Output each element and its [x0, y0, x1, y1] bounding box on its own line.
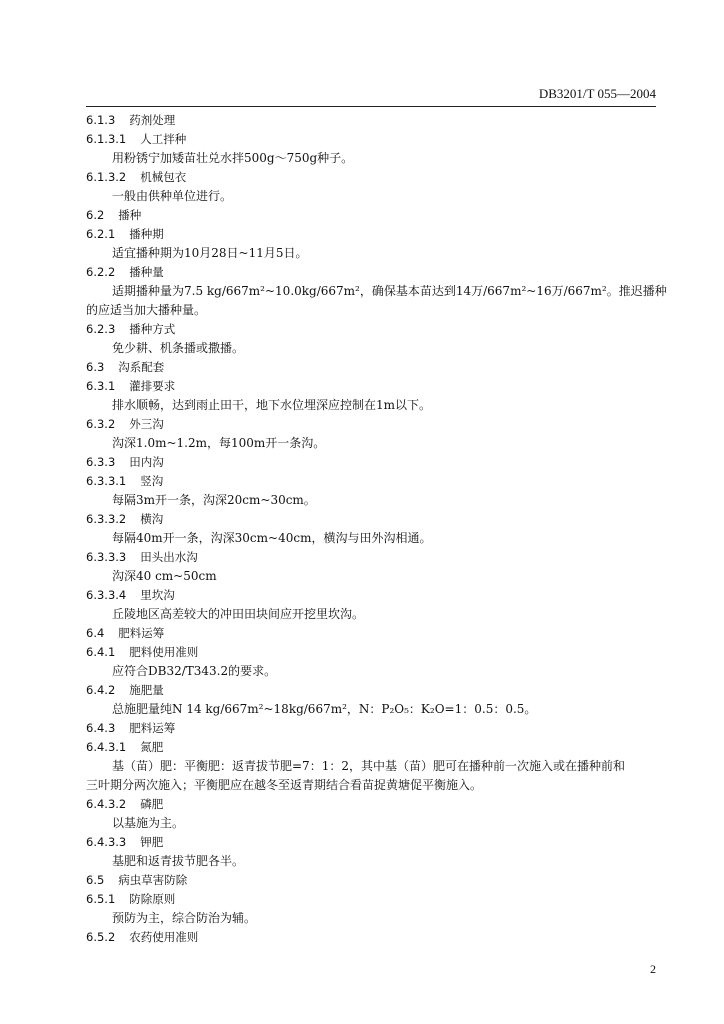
- paragraph-line: 沟深1.0m~1.2m，每100m开一条沟。: [112, 436, 326, 450]
- section-title: 播种量: [129, 265, 164, 279]
- section-title: 田头出水沟: [140, 550, 198, 564]
- section-heading: [86, 738, 660, 757]
- section-number: 6.1.3.2: [86, 170, 127, 184]
- document-code: DB3201/T 055—2004: [538, 86, 656, 101]
- section-heading: [86, 890, 660, 909]
- section-heading: [86, 358, 660, 377]
- section-number: 6.3.2: [86, 417, 116, 431]
- section-number: 6.4.2: [86, 683, 116, 697]
- section-number: 6.5.1: [86, 892, 116, 906]
- paragraph-line: 排水顺畅，达到雨止田干，地下水位埋深应控制在1m以下。: [112, 398, 432, 412]
- section-number: 6.5: [86, 873, 105, 887]
- section-number: 6.2.1: [86, 227, 116, 241]
- paragraph-line: 每隔3m开一条，沟深20cm~30cm。: [112, 493, 316, 507]
- section-heading: [86, 624, 660, 643]
- section-title: 肥料运筹: [129, 721, 176, 735]
- section-heading: [86, 453, 660, 472]
- section-heading: [86, 415, 660, 434]
- section-title: 防除原则: [129, 892, 176, 906]
- section-heading: [86, 586, 660, 605]
- section-title: 农药使用准则: [129, 930, 199, 944]
- section-title: 施肥量: [129, 683, 164, 697]
- section-title: 里坎沟: [140, 588, 175, 602]
- section-number: 6.4.3: [86, 721, 116, 735]
- paragraph-line: 每隔40m开一条，沟深30cm~40cm，横沟与田外沟相通。: [112, 531, 432, 545]
- section-title: 人工拌种: [140, 132, 187, 146]
- section-title: 肥料使用准则: [129, 645, 199, 659]
- section-number: 6.4.3.2: [86, 797, 127, 811]
- section-heading: [86, 225, 660, 244]
- paragraph-line: 以基施为主。: [112, 816, 185, 830]
- section-number: 6.3: [86, 360, 105, 374]
- section-number: 6.4: [86, 626, 105, 640]
- section-number: 6.5.2: [86, 930, 116, 944]
- section-number: 6.2.2: [86, 265, 116, 279]
- paragraph-line: 三叶期分两次施入；平衡肥应在越冬至返青期结合看苗捉黄塘促平衡施入。: [86, 778, 483, 792]
- paragraph-line: 免少耕、机条播或撒播。: [112, 341, 245, 355]
- paragraph-line: 沟深40 cm~50cm: [112, 569, 217, 583]
- section-heading: [86, 510, 660, 529]
- section-heading: [86, 871, 660, 890]
- paragraph-line: 的应适当加大播种量。: [86, 303, 207, 317]
- section-heading: [86, 472, 660, 491]
- page-number: 2: [650, 962, 656, 976]
- section-heading: [86, 206, 660, 225]
- section-number: 6.4.3.3: [86, 835, 127, 849]
- section-title: 磷肥: [140, 797, 164, 811]
- header-rule: [86, 106, 656, 107]
- section-title: 肥料运筹: [118, 626, 165, 640]
- section-heading: [86, 377, 660, 396]
- paragraph-line: 基（苗）肥：平衡肥：返青拔节肥=7：1：2，其中基（苗）肥可在播种前一次施入或在播种前和: [112, 759, 625, 773]
- section-number: 6.3.3.4: [86, 588, 127, 602]
- section-heading: [86, 643, 660, 662]
- section-number: 6.3.3.1: [86, 474, 127, 488]
- section-number: 6.2: [86, 208, 105, 222]
- section-heading: [86, 795, 660, 814]
- section-number: 6.3.3.3: [86, 550, 127, 564]
- document-body: [86, 111, 667, 947]
- paragraph-line: 适期播种量为7.5 kg/667m²~10.0kg/667m²，确保基本苗达到14万/667m²~16万/667m²。推迟播种: [112, 284, 667, 298]
- paragraph-line: 预防为主，综合防治为辅。: [112, 911, 257, 925]
- section-number: 6.2.3: [86, 322, 116, 336]
- section-title: 播种: [118, 208, 142, 222]
- section-heading: [86, 111, 660, 130]
- section-title: 沟系配套: [118, 360, 165, 374]
- section-title: 机械包衣: [140, 170, 187, 184]
- section-title: 横沟: [140, 512, 164, 526]
- section-title: 播种方式: [129, 322, 176, 336]
- paragraph-line: 用粉锈宁加矮苗壮兑水拌500g～750g种子。: [112, 151, 354, 165]
- section-number: 6.3.1: [86, 379, 116, 393]
- paragraph-line: 总施肥量纯N 14 kg/667m²~18kg/667m²，N：P₂O₅：K₂O=1：0.5：0.5。: [112, 702, 537, 716]
- paragraph-line: 基肥和返青拔节肥各半。: [112, 854, 245, 868]
- section-title: 病虫草害防除: [118, 873, 188, 887]
- paragraph-line: 适宜播种期为10月28日~11月5日。: [112, 246, 308, 260]
- section-number: 6.1.3.1: [86, 132, 127, 146]
- paragraph-line: 丘陵地区高差较大的冲田田块间应开挖里坎沟。: [112, 607, 365, 621]
- section-heading: [86, 168, 660, 187]
- section-heading: [86, 833, 660, 852]
- section-heading: [86, 681, 660, 700]
- section-title: 药剂处理: [129, 113, 176, 127]
- section-heading: [86, 548, 660, 567]
- section-heading: [86, 263, 660, 282]
- paragraph-line: 应符合DB32/T343.2的要求。: [112, 664, 277, 678]
- section-title: 播种期: [129, 227, 164, 241]
- section-title: 竖沟: [140, 474, 164, 488]
- paragraph-line: 一般由供种单位进行。: [112, 189, 233, 203]
- section-title: 田内沟: [129, 455, 164, 469]
- section-heading: [86, 130, 660, 149]
- section-title: 钾肥: [140, 835, 164, 849]
- section-title: 氮肥: [140, 740, 164, 754]
- section-number: 6.4.1: [86, 645, 116, 659]
- section-number: 6.3.3: [86, 455, 116, 469]
- section-heading: [86, 928, 660, 947]
- section-number: 6.3.3.2: [86, 512, 127, 526]
- section-title: 外三沟: [129, 417, 164, 431]
- section-heading: [86, 719, 660, 738]
- section-heading: [86, 320, 660, 339]
- section-title: 灌排要求: [129, 379, 176, 393]
- section-number: 6.4.3.1: [86, 740, 127, 754]
- section-number: 6.1.3: [86, 113, 116, 127]
